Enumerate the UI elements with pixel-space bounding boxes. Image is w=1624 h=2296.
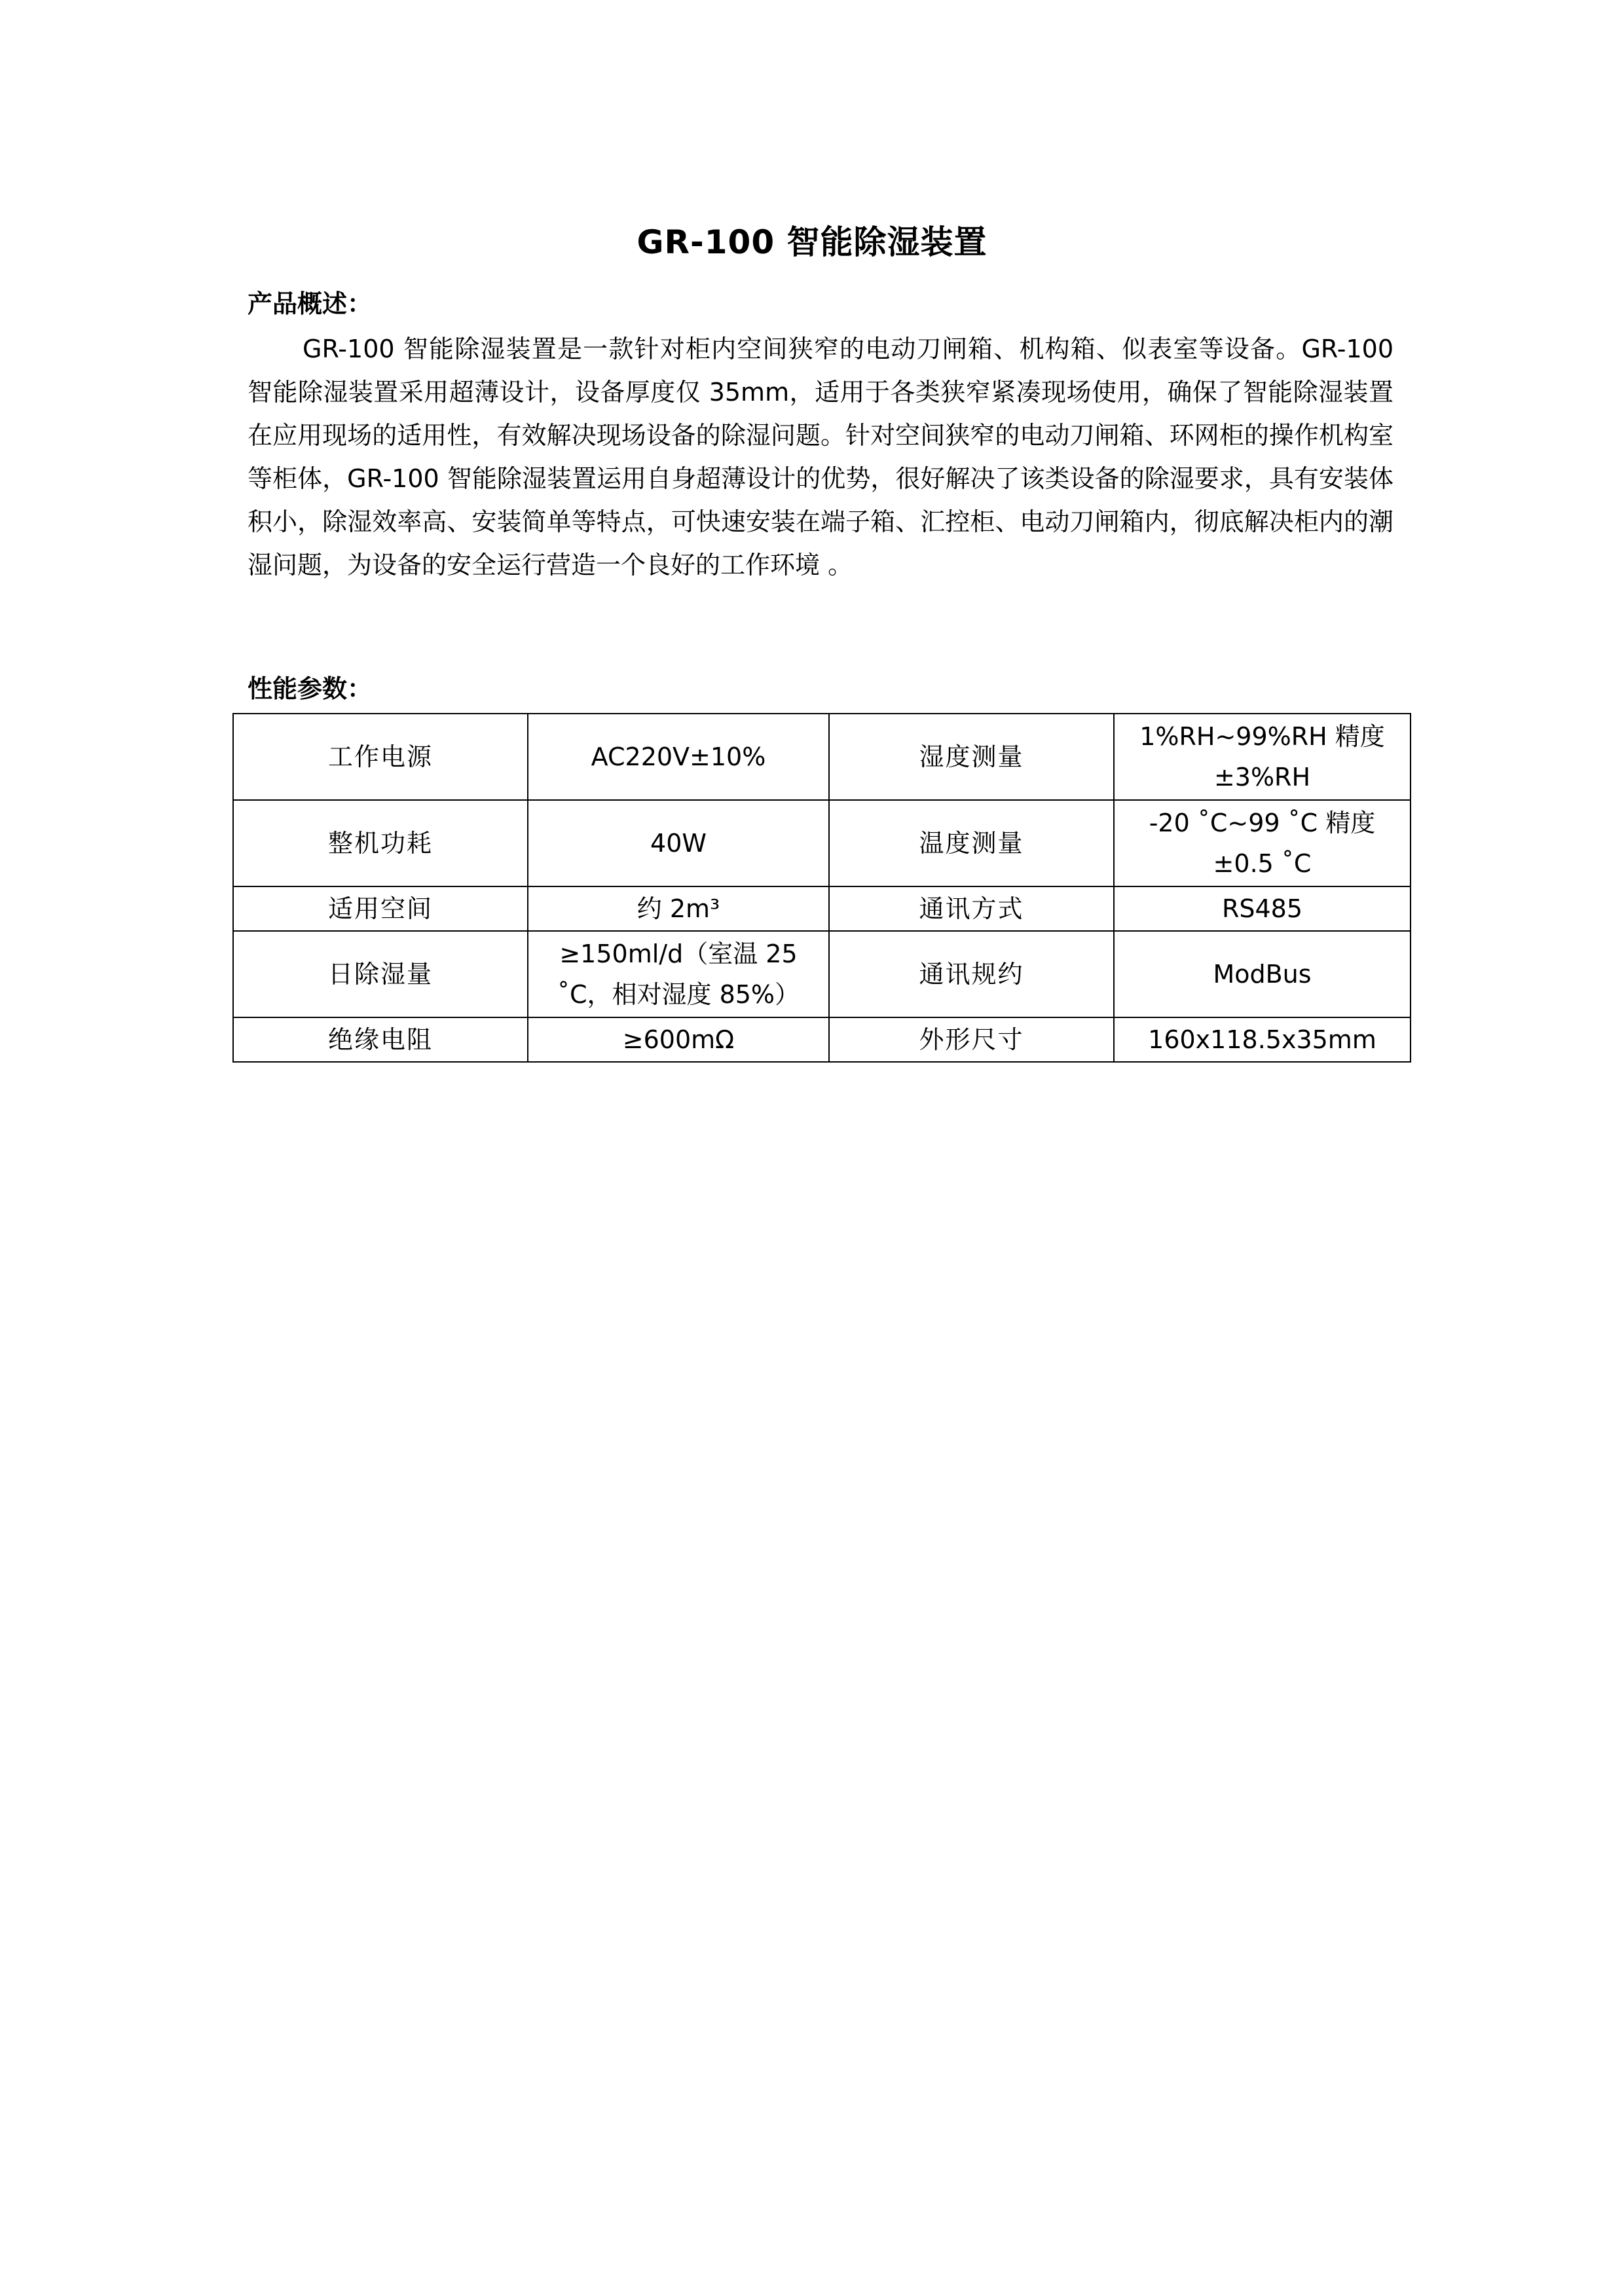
param-value: ≥600mΩ bbox=[528, 1017, 829, 1062]
param-label: 日除湿量 bbox=[233, 931, 528, 1017]
param-value: 1%RH~99%RH 精度±3%RH bbox=[1114, 714, 1411, 800]
param-value: RS485 bbox=[1114, 886, 1411, 931]
param-label: 整机功耗 bbox=[233, 800, 528, 886]
param-value: 160x118.5x35mm bbox=[1114, 1017, 1411, 1062]
overview-text: GR-100 智能除湿装置是一款针对柜内空间狭窄的电动刀闸箱、机构箱、似表室等设备。GR-100 智能除湿装置采用超薄设计，设备厚度仅 35mm，适用于各类狭窄紧凑现场使用，确保了智能除湿装置在应用现场的适用性，有效解决现场设备的除湿问题。针对空间狭窄的电动刀闸箱、环网柜的操作机构室等柜体，GR-100 智能除湿装置运用自身超薄设计的优势，很好解决了该类设备的除湿要求，具有安装体积小，除湿效率高、安装简单等特点，可快速安装在端子箱、汇控柜、电动刀闸箱内，彻底解决柜内的潮湿问题，为设备的安全运行营造一个良好的工作环境 。 bbox=[248, 335, 1393, 579]
param-label: 绝缘电阻 bbox=[233, 1017, 528, 1062]
table-row bbox=[233, 1017, 1411, 1062]
table-row bbox=[233, 800, 1411, 886]
param-value: ModBus bbox=[1114, 931, 1411, 1017]
param-label: 通讯方式 bbox=[829, 886, 1114, 931]
overview-paragraph bbox=[248, 327, 1393, 587]
table-row bbox=[233, 931, 1411, 1017]
param-value: AC220V±10% bbox=[528, 714, 829, 800]
param-label: 适用空间 bbox=[233, 886, 528, 931]
param-value: -20 ˚C~99 ˚C 精度±0.5 ˚C bbox=[1114, 800, 1411, 886]
param-label: 湿度测量 bbox=[829, 714, 1114, 800]
param-value: 约 2m³ bbox=[528, 886, 829, 931]
param-label: 工作电源 bbox=[233, 714, 528, 800]
document-title: GR-100 智能除湿装置 bbox=[637, 223, 987, 261]
params-table bbox=[232, 713, 1411, 1063]
param-label: 温度测量 bbox=[829, 800, 1114, 886]
table-row bbox=[233, 886, 1411, 931]
param-value: 40W bbox=[528, 800, 829, 886]
params-heading: 性能参数： bbox=[248, 674, 373, 703]
param-value: ≥150ml/d（室温 25 ˚C，相对湿度 85%） bbox=[528, 931, 829, 1017]
param-label: 外形尺寸 bbox=[829, 1017, 1114, 1062]
overview-heading: 产品概述： bbox=[248, 289, 373, 318]
table-row bbox=[233, 714, 1411, 800]
param-label: 通讯规约 bbox=[829, 931, 1114, 1017]
